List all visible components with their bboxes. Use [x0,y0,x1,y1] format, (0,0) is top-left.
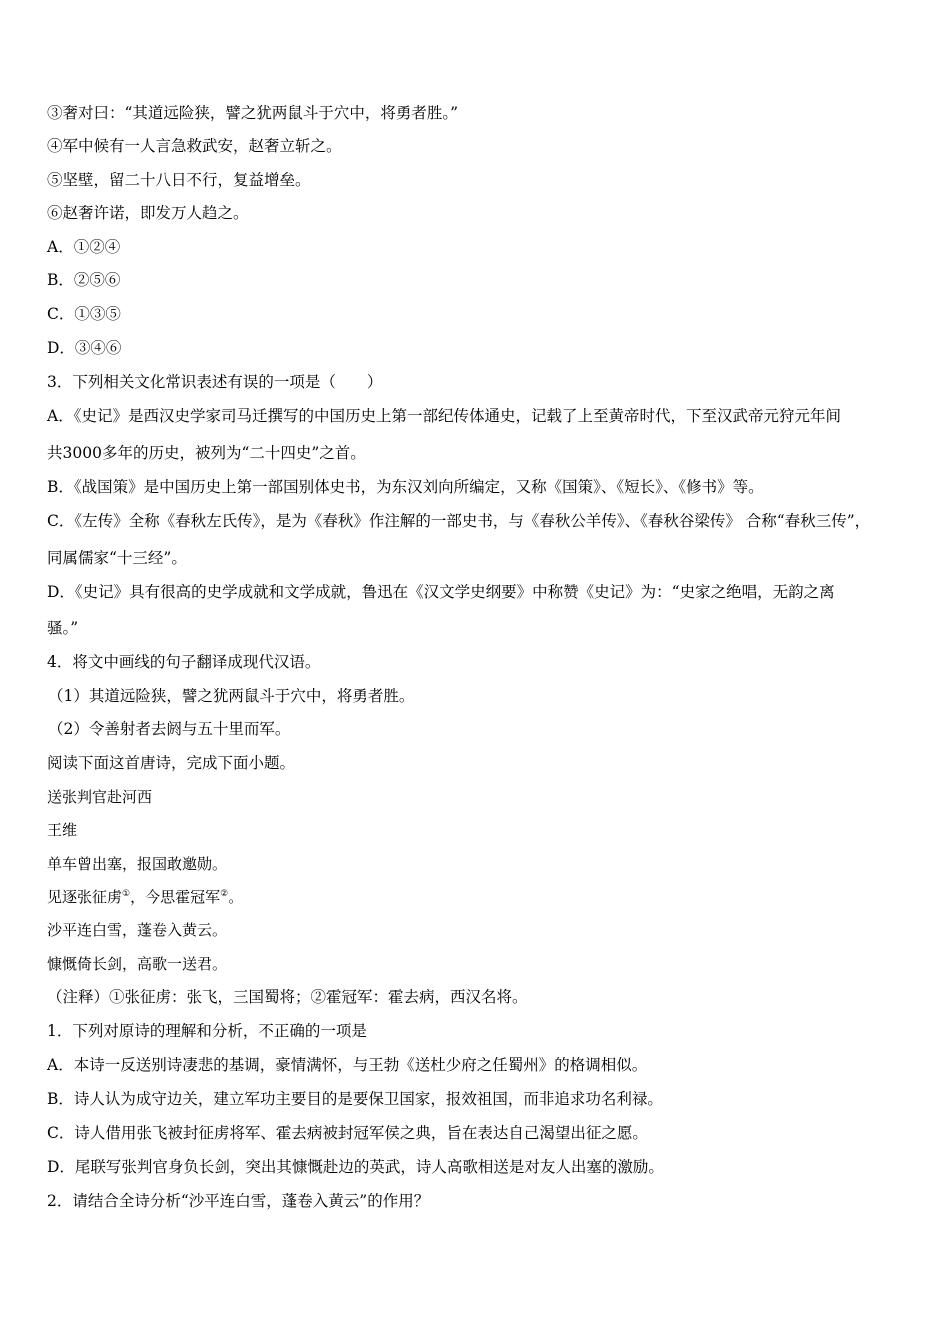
poem-intro: 阅读下面这首唐诗，完成下面小题。 [47,754,296,772]
poem-author: 王维 [47,821,78,839]
poem-question-1-option-d: D．尾联写张判官身负长剑，突出其慷慨赴边的英武，诗人高歌相送是对友人出塞的激励。 [47,1158,664,1176]
q4-item-2: （2）令善射者去阏与五十里而军。 [48,720,291,738]
q3-option-a-line1: A．《史记》是西汉史学家司马迁撰写的中国历史上第一部纪传体通史，记载了上至黄帝时代，下至汉武帝元狩元年间 [47,407,841,425]
q3-option-c-line1: C．《左传》全称《春秋左氏传》，是为《春秋》作注解的一部史书，与《春秋公羊传》、《春秋谷梁传》 合称“春秋三传”， [47,512,871,530]
poem-line-2-part-b: ，今思霍冠军 [130,888,221,906]
q4-stem: 4．将文中画线的句子翻译成现代汉语。 [47,653,321,671]
poem-note: （注释）①张征虏：张飞，三国蜀将；②霍冠军：霍去病，西汉名将。 [47,988,528,1006]
footnote-mark-1: ① [122,889,131,899]
event-item-6: ⑥赵奢许诺，即发万人趋之。 [47,204,249,222]
poem-title: 送张判官赴河西 [47,788,153,806]
q2-option-d: D．③④⑥ [47,339,122,357]
q3-stem: 3．下列相关文化常识表述有误的一项是（ ） [47,373,383,391]
poem-line-1: 单车曾出塞，报国敢邀勋。 [47,855,228,873]
poem-line-2-part-c: 。 [228,888,244,906]
footnote-mark-2: ② [220,889,229,899]
q2-option-a: A．①②④ [47,238,121,256]
poem-question-1-option-b: B．诗人认为成守边关，建立军功主要目的是要保卫国家，报效祖国，而非追求功名利禄。 [47,1090,663,1108]
q3-option-d-line1: D．《史记》具有很高的史学成就和文学成就，鲁迅在《汉文学史纲要》中称赞《史记》为：“史家之绝唱，无韵之离 [47,583,835,601]
q3-option-b: B．《战国策》是中国历史上第一部国别体史书，为东汉刘向所编定，又称《国策》、《短长》、《修书》等。 [47,478,764,496]
q4-item-1: （1）其道远险狭，譬之犹两鼠斗于穴中，将勇者胜。 [48,687,415,705]
poem-question-1-option-a: A．本诗一反送别诗凄悲的基调，豪情满怀，与王勃《送杜少府之任蜀州》的格调相似。 [47,1056,648,1074]
q3-option-c-line2: 同属儒家“十三经”。 [47,549,187,567]
poem-line-3: 沙平连白雪，蓬卷入黄云。 [47,921,228,939]
poem-question-2-stem: 2．请结合全诗分析“沙平连白雪，蓬卷入黄云”的作用？ [47,1192,430,1210]
poem-line-2 [47,887,907,907]
poem-question-1-option-c: C．诗人借用张飞被封征虏将军、霍去病被封冠军侯之典，旨在表达自己渴望出征之愿。 [47,1124,648,1142]
event-item-4: ④军中候有一人言急救武安，赵奢立斩之。 [47,137,342,155]
event-item-5: ⑤坚壁，留二十八日不行，复益增垒。 [47,171,311,189]
poem-line-4: 慷慨倚长剑，高歌一送君。 [47,955,228,973]
q2-option-c: C．①③⑤ [47,305,121,323]
q3-option-d-line2: 骚。” [47,619,79,637]
poem-question-1-stem: 1．下列对原诗的理解和分析，不正确的一项是 [47,1022,367,1040]
event-item-3: ③奢对曰：“其道远险狭，譬之犹两鼠斗于穴中，将勇者胜。” [47,104,459,122]
q3-option-a-line2: 共3000多年的历史，被列为“二十四史”之首。 [47,444,366,462]
poem-line-2-part-a: 见逐张征虏 [47,888,123,906]
q2-option-b: B．②⑤⑥ [47,271,121,289]
